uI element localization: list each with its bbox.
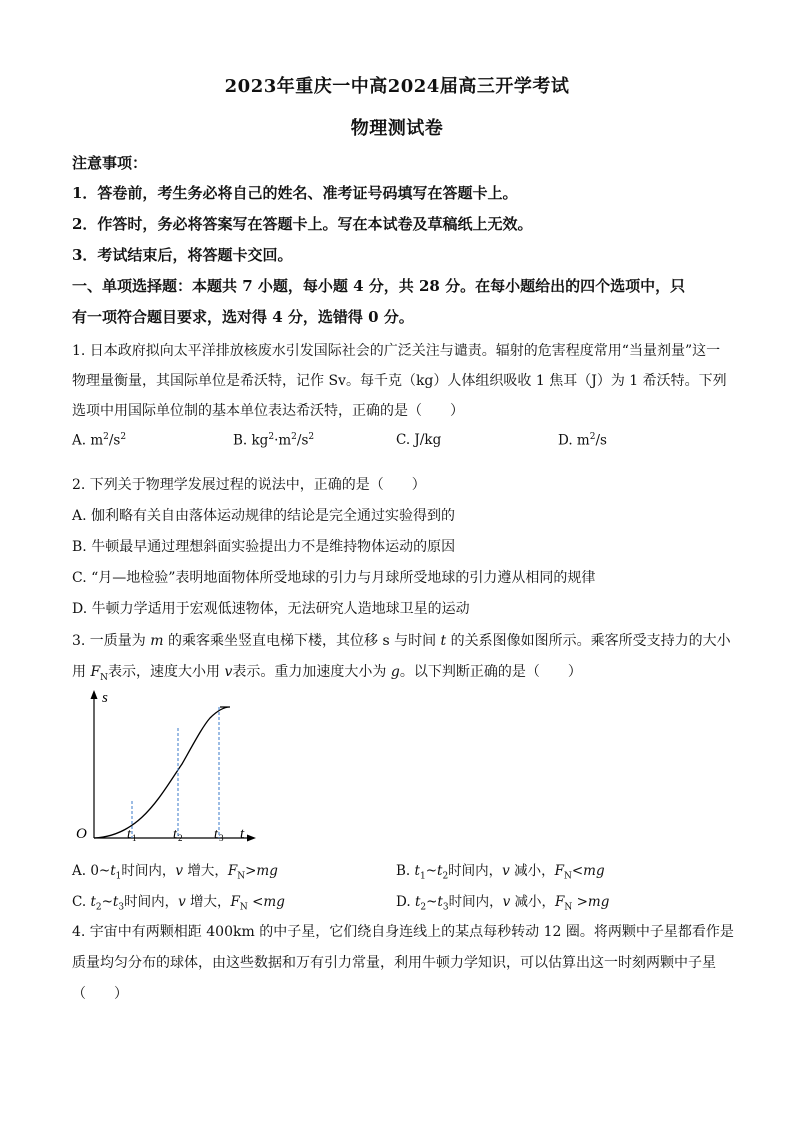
- q4-stem-line3: （ ）: [72, 986, 128, 1002]
- section1-intro-line1: 一、单项选择题：本题共 7 小题，每小题 4 分，共 28 分。在每小题给出的四个选项中，只: [72, 277, 686, 295]
- section1-intro-line2: 有一项符合题目要求，选对得 4 分，选错得 0 分。: [72, 308, 414, 326]
- q3-option-a: A. $0\sim t_1$时间内，v 增大，$F_N>mg$: [72, 863, 278, 882]
- q3-stem-line2: 用 $F_N$表示，速度大小用 v表示。重力加速度大小为 g。以下判断正确的是（ ）: [72, 664, 582, 683]
- q3-option-c: C. $t_2\sim t_3$时间内，v 增大，$F_N <mg$: [72, 894, 285, 913]
- origin-label: O: [76, 826, 87, 842]
- q1-option-b: B. $kg^2\cdot m^2/s^2$: [233, 432, 315, 449]
- q4-stem-line2: 质量均匀分布的球体，由这些数据和万有引力常量，利用牛顿力学知识，可以估算出这一时刻两颗中子星: [72, 955, 716, 971]
- note-item-1: 1．答卷前，考生务必将自己的姓名、准考证号码填写在答题卡上。: [72, 184, 518, 202]
- q1-stem-line1: 1. 日本政府拟向太平洋排放核废水引发国际社会的广泛关注与谴责。辐射的危害程度常用“当量剂量”这一: [72, 343, 721, 359]
- notes-heading: 注意事项：: [72, 154, 148, 172]
- q1-option-c: C. J/kg: [396, 432, 442, 448]
- q3-option-d: D. $t_2\sim t_3$时间内，v 减小，$F_N >mg$: [396, 894, 610, 913]
- q2-option-a: A. 伽利略有关自由落体运动规律的结论是完全通过实验得到的: [72, 508, 456, 524]
- q3-displacement-time-graph: [70, 686, 270, 850]
- q2-option-c: C. “月—地检验”表明地面物体所受地球的引力与月球所受地球的引力遵从相同的规律: [72, 570, 596, 586]
- q4-stem-line1: 4. 宇宙中有两颗相距 400km 的中子星，它们绕自身连线上的某点每秒转动 12 圈。将两颗中子星都看作是: [72, 924, 734, 940]
- t3-sub: 3: [219, 833, 224, 843]
- q1-stem-line3: 选项中用国际单位制的基本单位表达希沃特，正确的是（ ）: [72, 403, 464, 419]
- t3-label: t: [214, 827, 218, 842]
- y-axis-label: s: [102, 690, 108, 706]
- q2-option-b: B. 牛顿最早通过理想斜面实验提出力不是维持物体运动的原因: [72, 539, 456, 555]
- q3-stem-line1: 3. 一质量为 m 的乘客乘坐竖直电梯下楼，其位移 s 与时间 t 的关系图像如图所示。乘客所受支持力的大小: [72, 633, 731, 649]
- s-t-curve: [94, 707, 230, 838]
- y-axis-arrow: [91, 690, 98, 699]
- q3-option-b: B. $t_1\sim t_2$时间内，v 减小，$F_N<mg$: [396, 863, 605, 882]
- exam-subtitle: 物理测试卷: [350, 118, 444, 139]
- t2-sub: 2: [178, 833, 183, 843]
- t2-label: t: [173, 827, 177, 842]
- q2-option-d: D. 牛顿力学适用于宏观低速物体，无法研究人造地球卫星的运动: [72, 601, 470, 617]
- x-axis-arrow: [247, 835, 256, 842]
- q1-option-a: A. $m^2/s^2$: [72, 432, 127, 449]
- x-axis-label: t: [240, 826, 245, 842]
- t1-label: t: [127, 827, 131, 842]
- t1-sub: 1: [132, 833, 137, 843]
- exam-title: 2023年重庆一中高2024届高三开学考试: [224, 76, 570, 97]
- note-item-3: 3．考试结束后，将答题卡交回。: [72, 246, 293, 264]
- q1-stem-line2: 物理量衡量，其国际单位是希沃特，记作 Sv。每千克（kg）人体组织吸收 1 焦耳（J）为 1 希沃特。下列: [72, 373, 727, 389]
- q1-option-d: D. $m^2/s$: [558, 432, 607, 449]
- note-item-2: 2．作答时，务必将答案写在答题卡上。写在本试卷及草稿纸上无效。: [72, 215, 533, 233]
- q2-stem: 2. 下列关于物理学发展过程的说法中，正确的是（ ）: [72, 477, 426, 493]
